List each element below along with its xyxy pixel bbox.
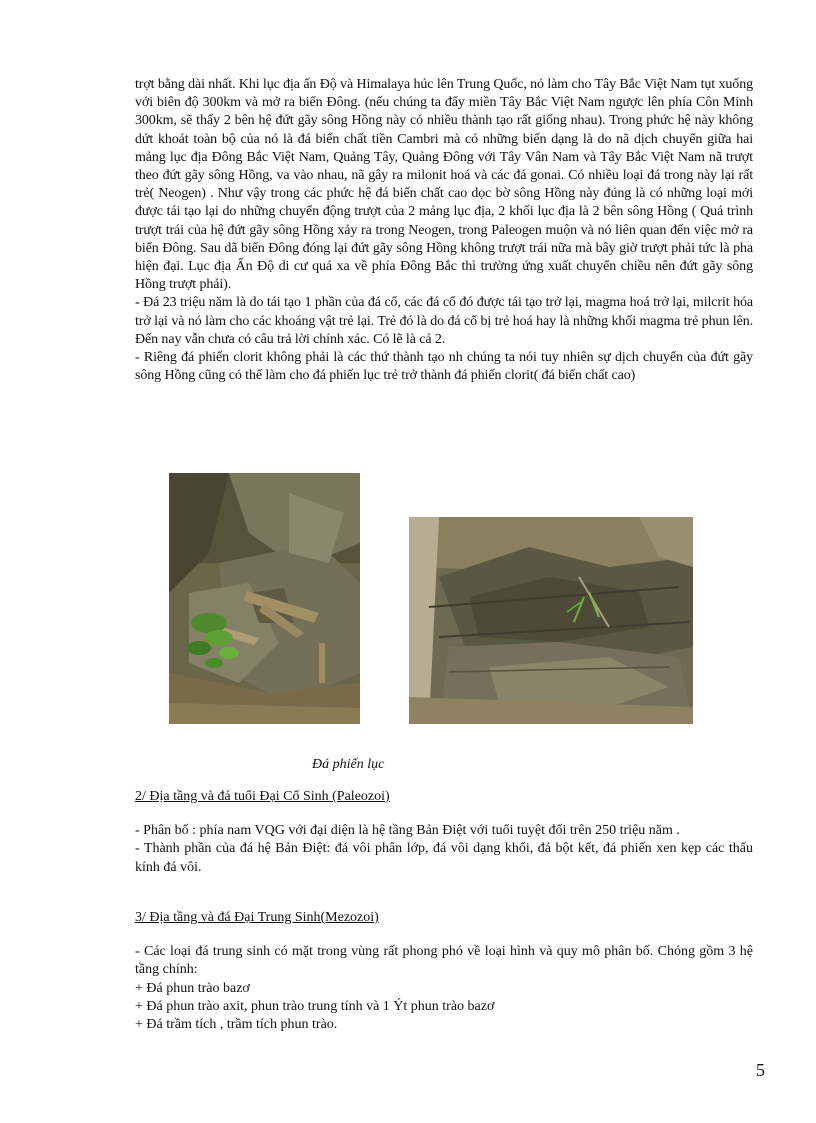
mezozoi-item-2: + Đá phun trào axit, phun trào trung tính và 1 Ýt phun trào bazơ — [135, 998, 495, 1014]
photo-green-schist-left — [169, 473, 360, 724]
section-mezozoi — [135, 909, 753, 1034]
section-paleozoi — [135, 788, 753, 877]
paragraph-chlorite-schist: - Riêng đá phiến clorit không phải là các thứ thành tạo nh chúng ta nói tuy nhiên sự dịch chuyển của đứt gãy sông Hồng cũng có thể làm cho đá phiến lục trẻ trở thành đá phiến clorit( đá biến chất cao) — [135, 350, 753, 384]
mezozoi-item-3: + Đá trầm tích , trầm tích phun trào. — [135, 1017, 338, 1033]
paragraph-23-million: - Đá 23 triệu năm là do tái tạo 1 phần của đá cổ, các đá cổ đó được tái tạo trở lại, magma hoá trở lại, milcrit hóa trở lại và nó làm cho các khoáng vật trẻ lại. Trẻ đó là do đá cổ bị trẻ hoá hay là những khối magma trẻ phun lên. Đến nay vẫn chưa có câu trả lời chính xác. Có lẽ là cả 2. — [135, 295, 753, 347]
section-heading-mezozoi: 3/ Địa tầng và đá Đại Trung Sinh(Mezozoi) — [135, 910, 379, 925]
photo-green-schist-right — [409, 517, 693, 724]
body-text — [135, 76, 753, 385]
paragraph-continuation: trợt bằng dài nhất. Khi lục địa ấn Độ và Himalaya húc lên Trung Quốc, nó làm cho Tây Bắc Việt Nam tụt xuống với biên độ 300km và mở ra biển Đông. (nếu chúng ta đẩy miền Tây Bắc Việt Nam ngược lên phía Côn Minh 300km, sẽ thấy 2 bên hệ đứt gãy sông Hồng này có nhiều thành tạo rất giống nhau). Trong phức hệ này không dứt khoát toàn bộ của nó là đá biến chất tiền Cambri mà có những biến dạng là do nã dịch chuyển giữa hai mảng lục địa Đông Bắc Việt Nam, Quảng Tây, Quảng Đông với Tây Vân Nam và Tây Bắc Việt Nam nã trượt theo đứt gãy sông Hồng, va vào nhau, nã gây ra milonit hoá và các đá gonai. Có nhiều loại đá trong này lại rất trẻ( Neogen) . Như vậy trong các phức hệ đá biến chất cao dọc bờ sông Hồng này đúng là có những loại mới được tái tạo lại do những chuyển động trượt của 2 mảng lục địa, 2 khối lục địa là 2 bên sông Hồng ( Quá trình trượt trái của hệ đứt gãy sông Hồng xảy ra trong Neogen, trong Paleogen muộn và nó liên quan đến việc mở ra biển Đông. Sau dã biển Đông đóng lại đứt gãy sông Hồng không trượt trái nữa mà bây giờ trượt phải tức là pha hiện đại. Lục địa Ấn Độ di cư quá xa về phía Đông Bắc thì trường ứng xuất chuyển chiều nên đứt gãy sông Hồng trượt phải). — [135, 77, 753, 293]
paleozoi-composition: - Thành phần của đá hệ Bản Điệt: đá vôi phân lớp, đá vôi dạng khối, đá bột kết, đá phiến xen kẹp các thấu kính đá vôi. — [135, 841, 753, 875]
mezozoi-item-1: + Đá phun trào bazơ — [135, 980, 250, 996]
figure-caption: Đá phiến lục — [312, 757, 385, 772]
mezozoi-intro: - Các loại đá trung sinh có mặt trong vùng rất phong phó về loại hình và quy mô phân bố. Chóng gồm 3 hệ tầng chính: — [135, 944, 753, 978]
paleozoi-distribution: - Phân bố : phía nam VQG với đại diện là hệ tầng Bản Điệt với tuổi tuyệt đối trên 250 triệu năm . — [135, 823, 680, 839]
page-number: 5 — [756, 1060, 765, 1080]
section-heading-paleozoi: 2/ Địa tầng và đá tuổi Đại Cổ Sinh (Paleozoi) — [135, 789, 390, 804]
